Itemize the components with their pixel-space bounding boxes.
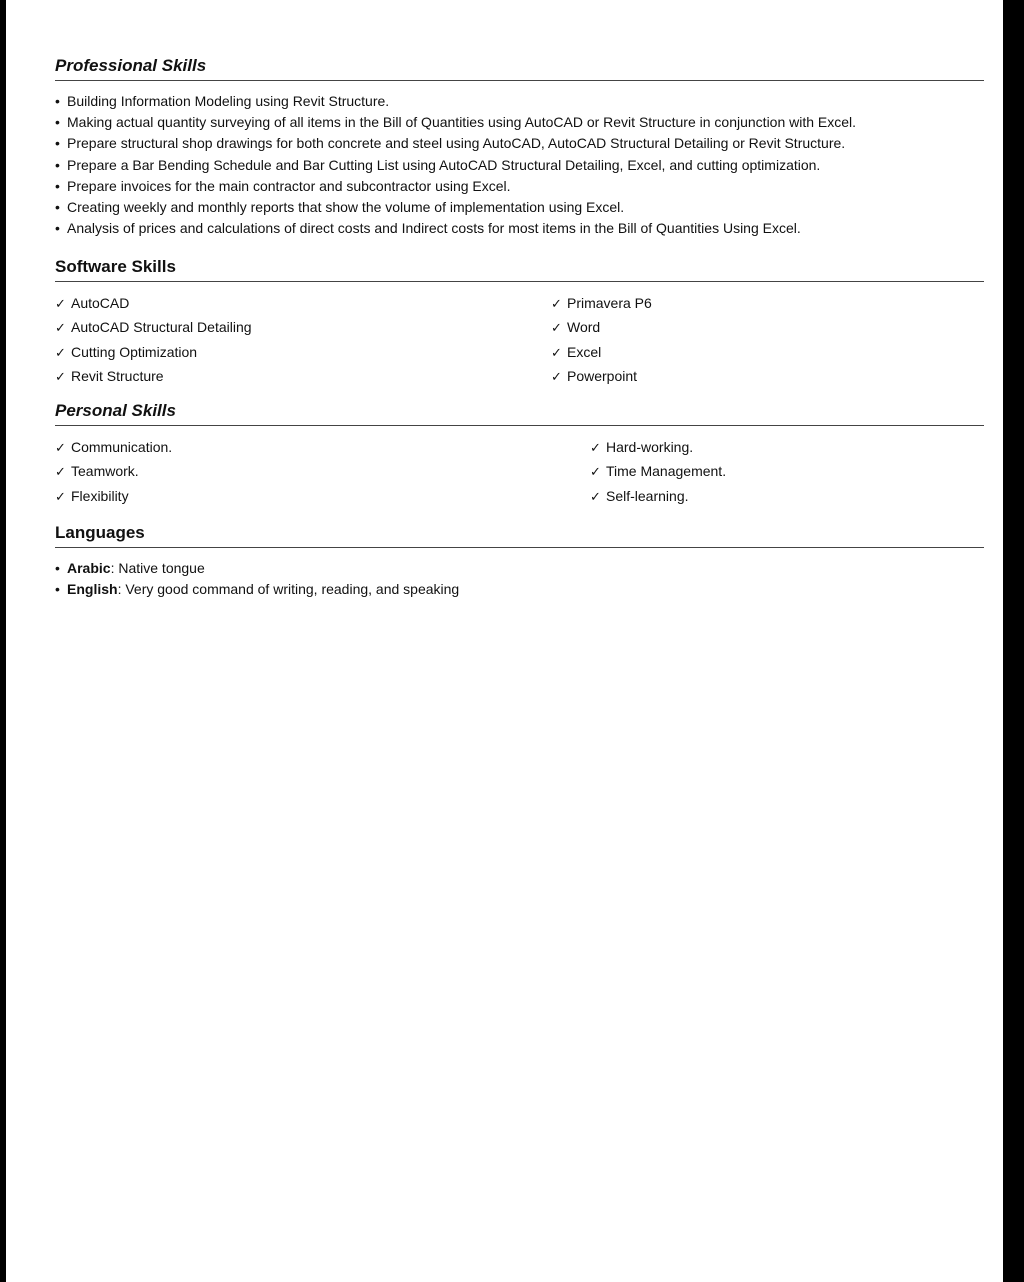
list-item: ✓ AutoCAD Structural Detailing <box>55 316 252 340</box>
document-page <box>6 0 1003 1282</box>
list-item <box>55 579 984 600</box>
list-item: ✓ Revit Structure <box>55 365 252 389</box>
page-edge <box>1003 0 1024 1282</box>
check-icon: ✓ <box>590 441 601 456</box>
personal-skills-section <box>55 401 984 505</box>
personal-skills-left-column <box>55 436 172 509</box>
bullet-icon: • <box>55 199 60 216</box>
check-icon: ✓ <box>55 297 66 312</box>
bullet-icon: • <box>55 581 60 598</box>
check-icon: ✓ <box>55 489 66 505</box>
language-detail: : Very good command of writing, reading, and speaking <box>117 581 460 598</box>
check-icon: ✓ <box>551 297 562 312</box>
language-detail: : Native tongue <box>110 560 205 576</box>
list-item <box>55 558 984 579</box>
software-skills-section <box>55 257 984 385</box>
professional-skills-title: Professional Skills <box>55 56 984 81</box>
bullet-icon: • <box>55 220 60 237</box>
bullet-icon: • <box>55 114 60 131</box>
language-name: English <box>67 581 118 598</box>
software-skills-title: Software Skills <box>55 257 984 282</box>
list-item: ✓ Cutting Optimization <box>55 341 252 365</box>
list-item: • Prepare structural shop drawings for both concrete and steel using AutoCAD, AutoCAD Structural Detailing or Revit Structure. <box>55 133 984 154</box>
bullet-icon: • <box>55 93 60 109</box>
list-item: • Making actual quantity surveying of all items in the Bill of Quantities using AutoCAD or Revit Structure in conjunction with Excel. <box>55 112 984 133</box>
bullet-icon: • <box>55 135 60 152</box>
list-item: ✓ Hard-working. <box>590 436 726 460</box>
list-item: ✓ AutoCAD <box>55 292 252 316</box>
software-skills-left-column <box>55 292 252 389</box>
list-item: ✓ Time Management. <box>590 460 726 484</box>
check-icon: ✓ <box>55 465 66 481</box>
languages-title: Languages <box>55 523 984 548</box>
list-item: ✓ Excel <box>551 341 652 365</box>
list-item: ✓ Self-learning. <box>590 485 726 509</box>
list-item: • Prepare a Bar Bending Schedule and Bar Cutting List using AutoCAD Structural Detailing, Excel, and cutting optimization. <box>55 155 984 176</box>
list-item: ✓ Flexibility <box>55 485 172 509</box>
list-item: • Building Information Modeling using Revit Structure. <box>55 91 984 112</box>
professional-skills-section <box>55 56 984 239</box>
check-icon: ✓ <box>551 345 562 361</box>
bullet-icon: • <box>55 177 60 194</box>
bullet-icon: • <box>55 156 60 173</box>
check-icon: ✓ <box>55 321 66 337</box>
list-item: ✓ Word <box>551 316 652 340</box>
professional-skills-list <box>55 91 984 239</box>
list-item: • Analysis of prices and calculations of direct costs and Indirect costs for most items in the Bill of Quantities Using Excel. <box>55 218 984 239</box>
list-item: ✓ Primavera P6 <box>551 292 652 316</box>
bullet-icon: • <box>55 560 60 576</box>
personal-skills-title: Personal Skills <box>55 401 984 426</box>
check-icon: ✓ <box>551 369 562 385</box>
list-item: • Prepare invoices for the main contractor and subcontractor using Excel. <box>55 176 984 197</box>
check-icon: ✓ <box>551 321 562 337</box>
list-item: ✓ Powerpoint <box>551 365 652 389</box>
check-icon: ✓ <box>590 465 601 481</box>
languages-list <box>55 558 984 600</box>
list-item: • Creating weekly and monthly reports that show the volume of implementation using Excel. <box>55 197 984 218</box>
software-skills-right-column <box>551 292 652 389</box>
check-icon: ✓ <box>55 345 66 361</box>
check-icon: ✓ <box>590 489 601 505</box>
languages-section <box>55 523 984 600</box>
list-item: ✓ Teamwork. <box>55 460 172 484</box>
check-icon: ✓ <box>55 369 66 385</box>
personal-skills-right-column <box>590 436 726 509</box>
list-item: ✓ Communication. <box>55 436 172 460</box>
check-icon: ✓ <box>55 441 66 456</box>
language-name: Arabic <box>67 560 111 576</box>
